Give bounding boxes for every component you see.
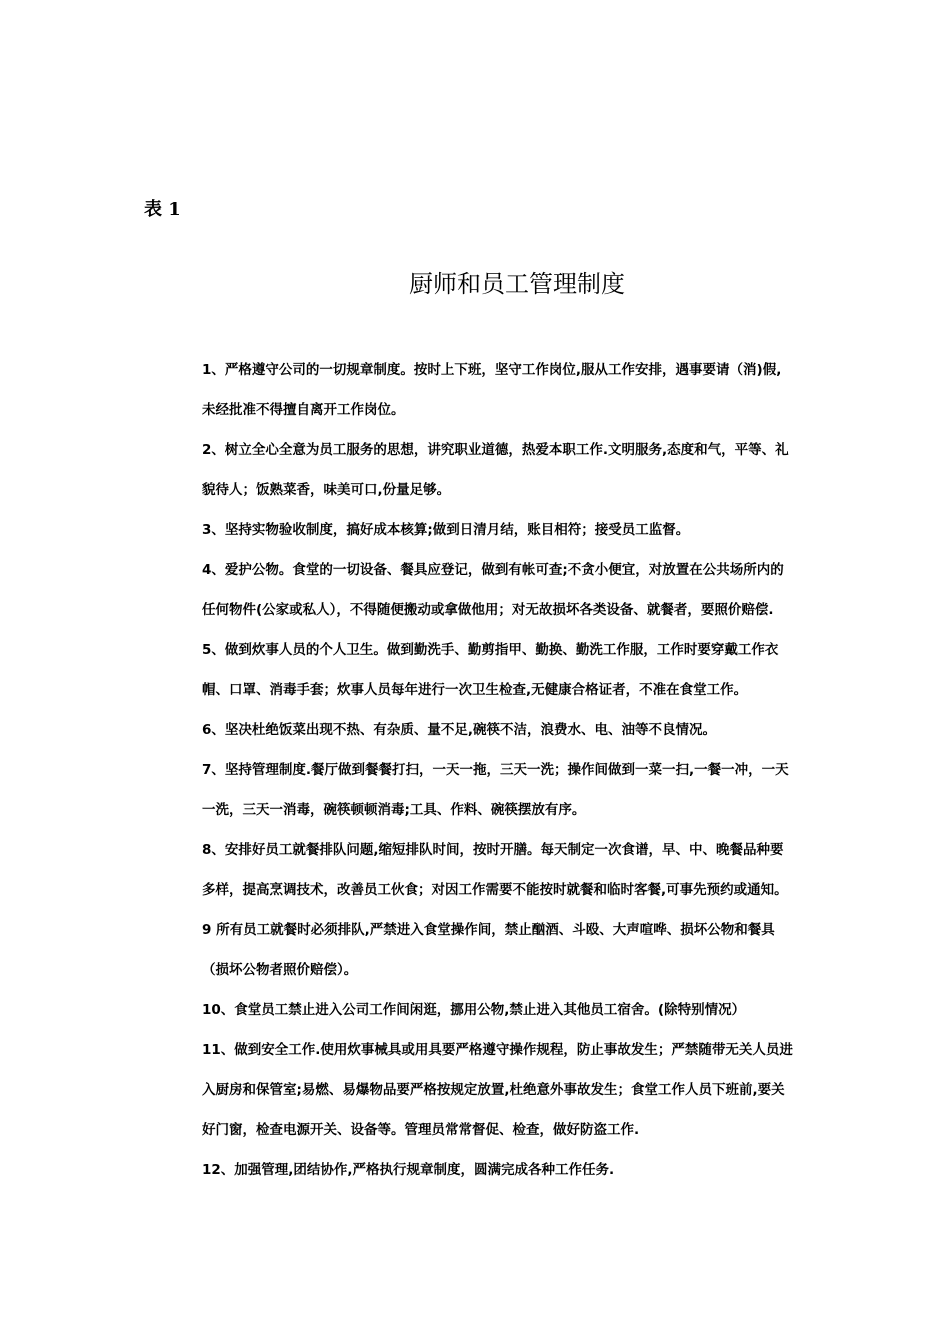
- rule-item: [202, 990, 832, 1030]
- rule-line: 12、加强管理,团结协作,严格执行规章制度，圆满完成各种工作任务.: [202, 1162, 615, 1178]
- rule-line: （损坏公物者照价赔偿）。: [202, 962, 358, 978]
- rule-line: 7、坚持管理制度.餐厅做到餐餐打扫，一天一拖，三天一洗；操作间做到一菜一扫,一餐一冲，一天: [202, 762, 789, 778]
- rule-item: [202, 750, 832, 830]
- rule-line: 3、坚持实物验收制度，搞好成本核算;做到日清月结，账目相符；接受员工监督。: [202, 522, 690, 538]
- rule-line: 2、树立全心全意为员工服务的思想，讲究职业道德，热爱本职工作.文明服务,态度和气，平等、礼: [202, 442, 789, 458]
- rule-line: 一洗，三天一消毒，碗筷顿顿消毒;工具、作料、碗筷摆放有序。: [202, 802, 586, 818]
- rule-line: 多样，提高烹调技术，改善员工伙食；对因工作需要不能按时就餐和临时客餐,可事先预约或通知。: [202, 882, 788, 898]
- rule-item: [202, 830, 832, 910]
- rule-item: [202, 550, 832, 630]
- rule-line: 任何物件(公家或私人），不得随便搬动或拿做他用；对无故损坏各类设备、就餐者，要照价赔偿.: [202, 602, 774, 618]
- rule-line: 1、严格遵守公司的一切规章制度。按时上下班，坚守工作岗位,服从工作安排，遇事要请（消)假,: [202, 362, 782, 378]
- rule-line: 帽、口罩、消毒手套；炊事人员每年进行一次卫生检查,无健康合格证者，不准在食堂工作。: [202, 682, 748, 698]
- rule-item: [202, 630, 832, 710]
- table-label: 表 1: [144, 199, 181, 220]
- rule-item: [202, 710, 832, 750]
- rule-item: [202, 910, 832, 990]
- rule-item: [202, 430, 832, 510]
- rule-line: 未经批准不得擅自离开工作岗位。: [202, 402, 405, 418]
- rules-list: [202, 350, 832, 1190]
- rule-line: 8、安排好员工就餐排队问题,缩短排队时间，按时开膳。每天制定一次食谱，早、中、晚餐品种要: [202, 842, 784, 858]
- rule-line: 貌待人；饭熟菜香，味美可口,份量足够。: [202, 482, 451, 498]
- rule-line: 6、坚决杜绝饭菜出现不热、有杂质、量不足,碗筷不洁，浪费水、电、油等不良情况。: [202, 722, 717, 738]
- rule-line: 10、食堂员工禁止进入公司工作间闲逛，挪用公物,禁止进入其他员工宿舍。(除特别情况）: [202, 1002, 746, 1018]
- rule-line: 9 所有员工就餐时必须排队,严禁进入食堂操作间，禁止酗酒、斗殴、大声喧哗、损坏公物和餐具: [202, 922, 775, 938]
- rule-item: [202, 350, 832, 430]
- rule-line: 4、爱护公物。食堂的一切设备、餐具应登记，做到有帐可查;不贪小便宜，对放置在公共场所内的: [202, 562, 784, 578]
- rule-line: 5、做到炊事人员的个人卫生。做到勤洗手、勤剪指甲、勤换、勤洗工作服，工作时要穿戴工作衣: [202, 642, 779, 658]
- rule-line: 好门窗，检查电源开关、设备等。管理员常常督促、检查，做好防盗工作.: [202, 1122, 640, 1138]
- rule-line: 入厨房和保管室;易燃、易爆物品要严格按规定放置,杜绝意外事故发生；食堂工作人员下班前,要关: [202, 1082, 785, 1098]
- rule-item: [202, 510, 832, 550]
- document-title: 厨师和员工管理制度: [409, 270, 625, 298]
- rule-line: 11、做到安全工作.使用炊事械具或用具要严格遵守操作规程，防止事故发生；严禁随带无关人员进: [202, 1042, 793, 1058]
- rule-item: [202, 1030, 832, 1150]
- rule-item: [202, 1150, 832, 1190]
